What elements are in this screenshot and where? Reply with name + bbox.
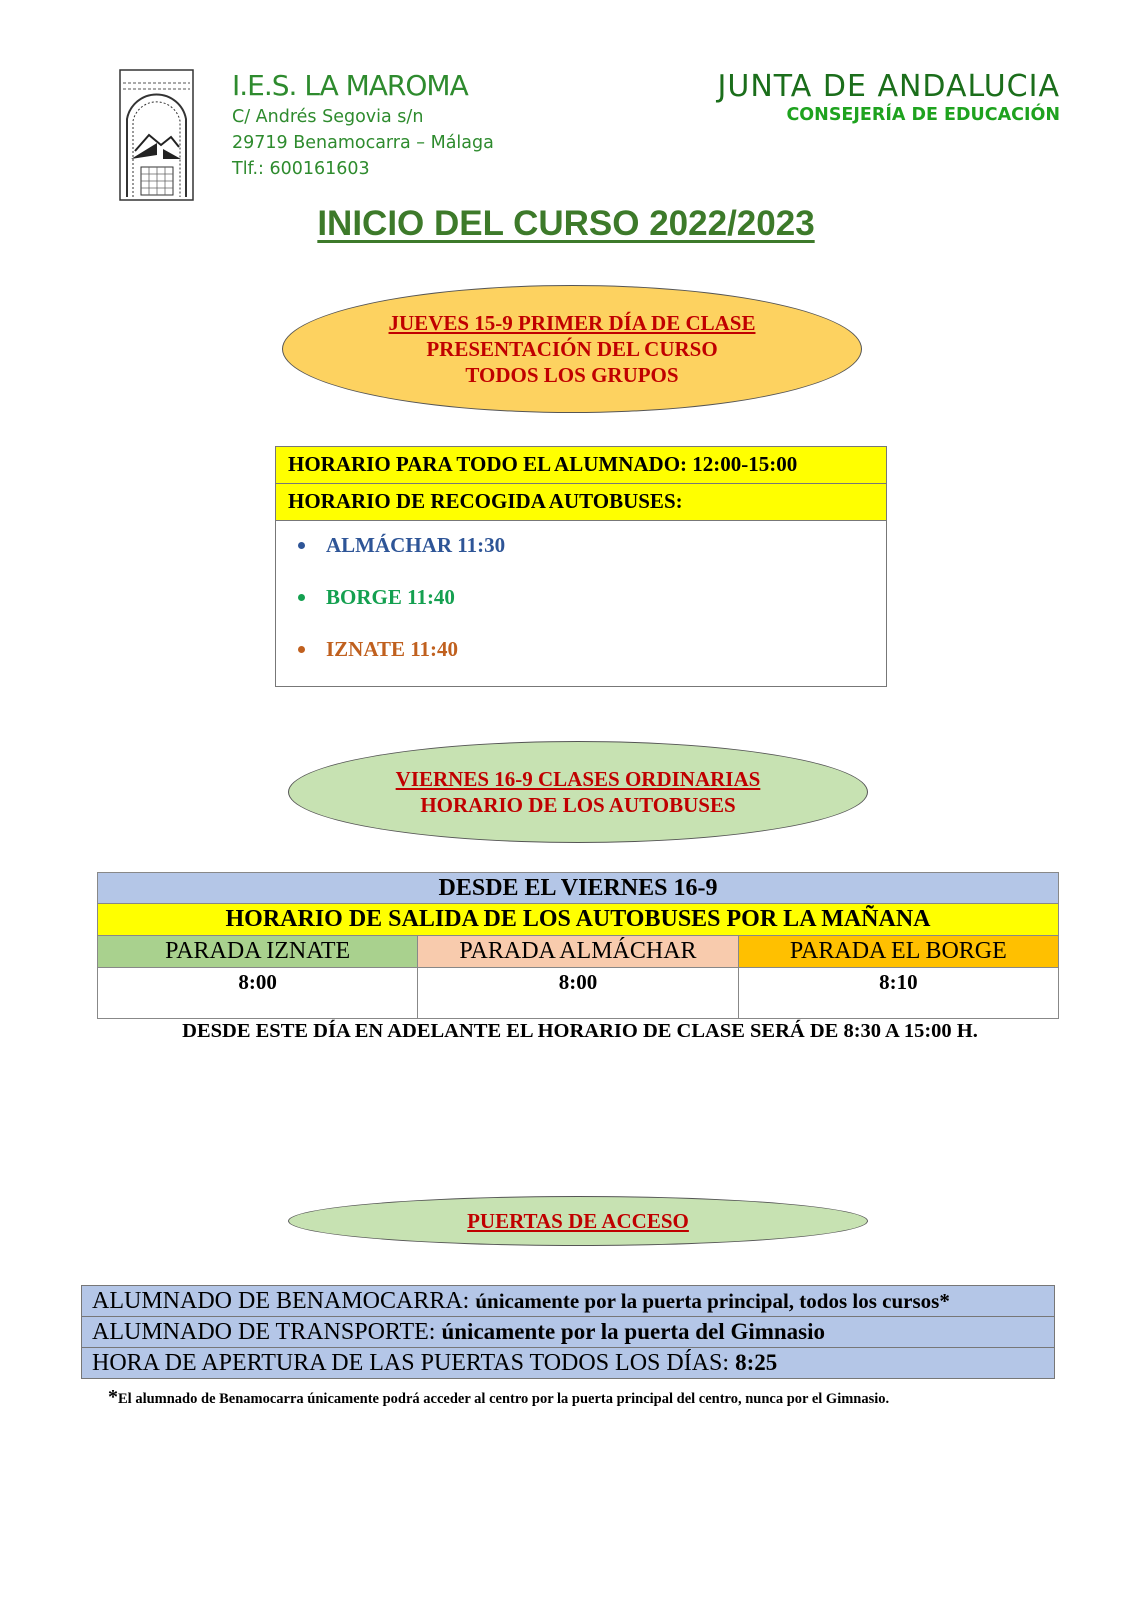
schedule-all-students: HORARIO PARA TODO EL ALUMNADO: 12:00-15:00 bbox=[276, 447, 886, 484]
list-item bbox=[326, 533, 505, 558]
first-day-line2: PRESENTACIÓN DEL CURSO bbox=[426, 337, 718, 361]
table-row bbox=[82, 1317, 1055, 1348]
table-row bbox=[82, 1286, 1055, 1317]
stop-time-almachar: 8:00 bbox=[418, 968, 738, 1019]
bullet-icon bbox=[298, 594, 305, 601]
second-day-ellipse bbox=[288, 741, 868, 843]
stop-time-borge: 8:10 bbox=[738, 968, 1058, 1019]
second-day-line2: HORARIO DE LOS AUTOBUSES bbox=[420, 793, 736, 817]
school-info bbox=[232, 68, 494, 182]
stop-header-iznate: PARADA IZNATE bbox=[98, 936, 418, 968]
junta-name: JUNTA DE ANDALUCIA bbox=[717, 69, 1060, 104]
class-schedule-note: DESDE ESTE DÍA EN ADELANTE EL HORARIO DE CLASE SERÁ DE 8:30 A 15:00 H. bbox=[182, 1020, 978, 1042]
consejeria-name: CONSEJERÍA DE EDUCACIÓN bbox=[786, 105, 1060, 125]
stop-header-almachar: PARADA ALMÁCHAR bbox=[418, 936, 738, 968]
list-item bbox=[326, 585, 455, 610]
first-day-ellipse bbox=[282, 285, 862, 413]
schedule-bus-pickup: HORARIO DE RECOGIDA AUTOBUSES: bbox=[276, 484, 886, 521]
table-row bbox=[82, 1348, 1055, 1379]
bullet-icon bbox=[298, 542, 305, 549]
junta-logo bbox=[700, 70, 1060, 126]
second-day-line1: VIERNES 16-9 CLASES ORDINARIAS bbox=[395, 767, 761, 791]
bullet-icon bbox=[298, 646, 305, 653]
bus-schedule-table bbox=[97, 872, 1059, 1019]
first-day-schedule-box bbox=[275, 446, 887, 687]
bus-table-subheader: HORARIO DE SALIDA DE LOS AUTOBUSES POR LA MAÑANA bbox=[98, 904, 1059, 936]
stop-time-iznate: 8:00 bbox=[98, 968, 418, 1019]
stop-label: BORGE 11:40 bbox=[326, 585, 455, 609]
access-title: PUERTAS DE ACCESO bbox=[467, 1208, 689, 1233]
footnote-mark: * bbox=[108, 1386, 118, 1408]
list-item bbox=[326, 637, 458, 662]
stop-label: ALMÁCHAR 11:30 bbox=[326, 533, 506, 557]
footnote-text: El alumnado de Benamocarra únicamente podrá acceder al centro por la puerta principal del centro, nunca por el Gimnasio. bbox=[118, 1391, 890, 1407]
school-name: I.E.S. LA MAROMA bbox=[232, 69, 468, 102]
access-table bbox=[81, 1285, 1055, 1379]
bus-table-header: DESDE EL VIERNES 16-9 bbox=[98, 873, 1059, 904]
first-day-line3: TODOS LOS GRUPOS bbox=[465, 363, 679, 387]
access-ellipse bbox=[288, 1196, 868, 1246]
school-logo bbox=[119, 69, 194, 201]
school-city: 29719 Benamocarra – Málaga bbox=[232, 133, 494, 153]
access-label: ALUMNADO DE TRANSPORTE: bbox=[92, 1319, 436, 1345]
school-phone: Tlf.: 600161603 bbox=[232, 159, 370, 179]
access-label: HORA DE APERTURA DE LAS PUERTAS TODOS LOS DÍAS: bbox=[92, 1350, 730, 1376]
page-title: INICIO DEL CURSO 2022/2023 bbox=[317, 204, 815, 243]
access-value: únicamente por la puerta principal, todos los cursos* bbox=[475, 1289, 950, 1313]
first-day-line1: JUEVES 15-9 PRIMER DÍA DE CLASE bbox=[388, 311, 756, 335]
access-value: únicamente por la puerta del Gimnasio bbox=[441, 1319, 826, 1344]
school-address: C/ Andrés Segovia s/n bbox=[232, 107, 424, 127]
access-label: ALUMNADO DE BENAMOCARRA: bbox=[92, 1288, 470, 1314]
stop-label: IZNATE 11:40 bbox=[326, 637, 459, 661]
access-value: 8:25 bbox=[735, 1350, 778, 1375]
stop-header-borge: PARADA EL BORGE bbox=[738, 936, 1058, 968]
footnote bbox=[108, 1386, 889, 1409]
